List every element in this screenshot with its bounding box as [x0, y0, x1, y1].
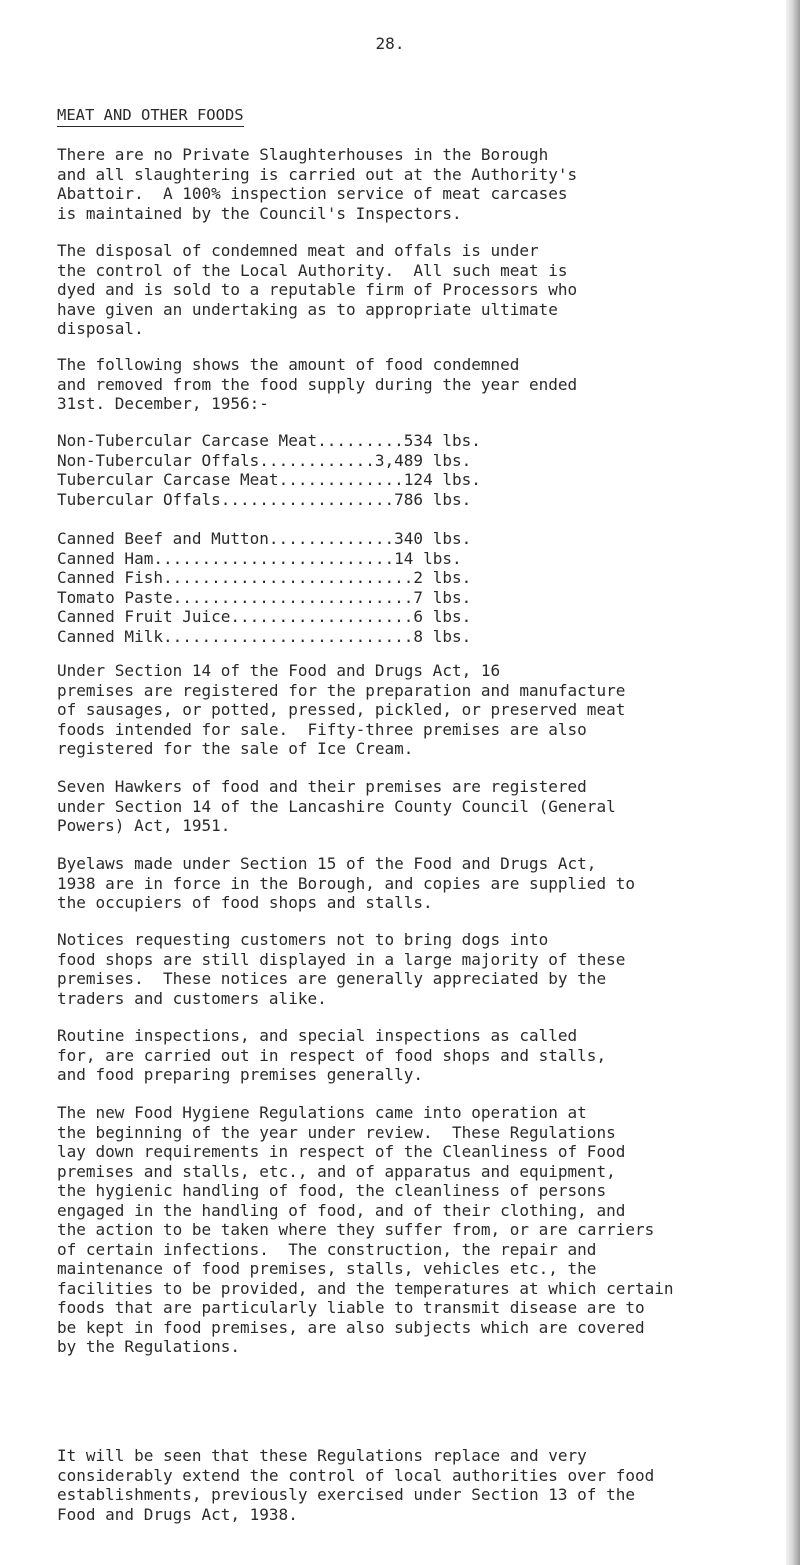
list-item: [57, 549, 697, 569]
section-heading: MEAT AND OTHER FOODS: [57, 106, 244, 127]
paragraph-hawkers: Seven Hawkers of food and their premises are registered under Section 14 of the Lancashire County Council (General Powers) Act, 1951.: [57, 777, 616, 835]
dot-leader: .........................: [153, 548, 395, 568]
item-label: Canned Ham: [57, 548, 154, 568]
dot-leader: .............: [278, 470, 404, 489]
paragraph-condemned-intro: The following shows the amount of food condemned and removed from the food supply during the year ended 31st. December, 1956:-: [57, 355, 578, 413]
item-unit: lbs.: [442, 431, 481, 450]
item-quantity: 14: [394, 548, 414, 568]
list-item: [57, 627, 697, 647]
dot-leader: ..........................: [162, 626, 414, 646]
dot-leader: ..................: [220, 489, 395, 509]
item-unit: lbs.: [432, 626, 472, 646]
item-quantity: 124: [403, 470, 433, 489]
item-label: Canned Fruit Juice: [57, 607, 231, 626]
item-quantity: 340: [394, 529, 424, 548]
item-unit: lbs.: [423, 548, 462, 568]
item-quantity: 7: [413, 587, 424, 607]
item-label: Canned Fish: [57, 568, 163, 587]
list-item: [57, 470, 697, 490]
canned-goods-list: [57, 529, 697, 646]
item-quantity: 3,489: [374, 450, 424, 470]
paragraph-slaughterhouses: There are no Private Slaughterhouses in the Borough and all slaughtering is carried out at the Authority's Abattoir. A 100% inspection service of meat carcases is maintained by the Council's Inspectors.: [57, 145, 578, 223]
page-number: 28.: [375, 34, 405, 53]
item-label: Canned Beef and Mutton: [57, 529, 269, 548]
item-unit: lbs.: [432, 450, 472, 470]
item-unit: lbs.: [432, 587, 472, 607]
item-label: Tomato Paste: [57, 587, 173, 607]
list-item: [57, 568, 697, 588]
item-unit: lbs.: [432, 489, 472, 509]
paragraph-dog-notices: Notices requesting customers not to bring dogs into food shops are still displayed in a large majority of these premises. These notices are generally appreciated by the traders and customers alike.: [57, 930, 626, 1008]
item-unit: lbs.: [432, 607, 472, 626]
item-quantity: 6: [413, 607, 424, 626]
list-item: [57, 607, 697, 627]
condemned-meat-list: [57, 431, 697, 509]
list-item: [57, 588, 697, 608]
item-label: Canned Milk: [57, 626, 163, 646]
item-label: Tubercular Carcase Meat: [57, 470, 279, 489]
dot-leader: .........................: [172, 587, 414, 607]
item-label: Tubercular Offals: [57, 489, 221, 509]
paragraph-routine-inspections: Routine inspections, and special inspections as called for, are carried out in respect of food shops and stalls, and food preparing premises generally.: [57, 1026, 607, 1084]
dot-leader: ............: [259, 450, 375, 470]
paragraph-section-14-registration: Under Section 14 of the Food and Drugs Act, 16 premises are registered for the preparation and manufacture of sausages, or potted, pressed, pickled, or preserved meat foods intended for sale. Fifty-three premises are also registered for the sale of Ice Cream.: [57, 661, 626, 758]
dot-leader: ...................: [230, 607, 414, 626]
item-label: Non-Tubercular Offals: [57, 450, 260, 470]
list-item: [57, 431, 697, 451]
paragraph-food-hygiene-regulations: The new Food Hygiene Regulations came into operation at the beginning of the year under review. These Regulations lay down requirements in respect of the Cleanliness of Food premises and stalls, etc., and of apparatus and equipment, the hygienic handling of food, the cleanliness of persons engaged in the handling of food, and of their clothing, and the action to be taken where they suffer from, or are carriers of certain infections. The construction, the repair and maintenance of food premises, stalls, vehicles etc., the facilities to be provided, and the temperatures at which certain foods that are particularly liable to transmit disease are to be kept in food premises, are also subjects which are covered by the Regulations.: [57, 1103, 674, 1356]
item-quantity: 2: [413, 568, 424, 587]
list-item: [57, 451, 697, 471]
paragraph-regulations-extent: It will be seen that these Regulations replace and very considerably extend the control of local authorities over food establishments, previously exercised under Section 13 of the Food and Drugs Act, 1938.: [57, 1446, 655, 1524]
page-edge-shadow: [786, 0, 800, 1565]
item-quantity: 534: [403, 431, 433, 450]
paragraph-byelaws: Byelaws made under Section 15 of the Food and Drugs Act, 1938 are in force in the Borough, and copies are supplied to the occupiers of food shops and stalls.: [57, 854, 635, 912]
dot-leader: ..........................: [162, 568, 414, 587]
item-quantity: 8: [413, 626, 424, 646]
item-unit: lbs.: [432, 568, 472, 587]
item-unit: lbs.: [432, 529, 472, 548]
item-quantity: 786: [394, 489, 424, 509]
item-label: Non-Tubercular Carcase Meat: [57, 431, 318, 450]
dot-leader: .............: [268, 529, 395, 548]
item-unit: lbs.: [442, 470, 481, 489]
dot-leader: .........: [317, 431, 404, 450]
list-item: [57, 529, 697, 549]
list-item: [57, 490, 697, 510]
paragraph-disposal: The disposal of condemned meat and offals is under the control of the Local Authority. All such meat is dyed and is sold to a reputable firm of Processors who have given an undertaking as to appropriate ultimate disposal.: [57, 241, 578, 338]
